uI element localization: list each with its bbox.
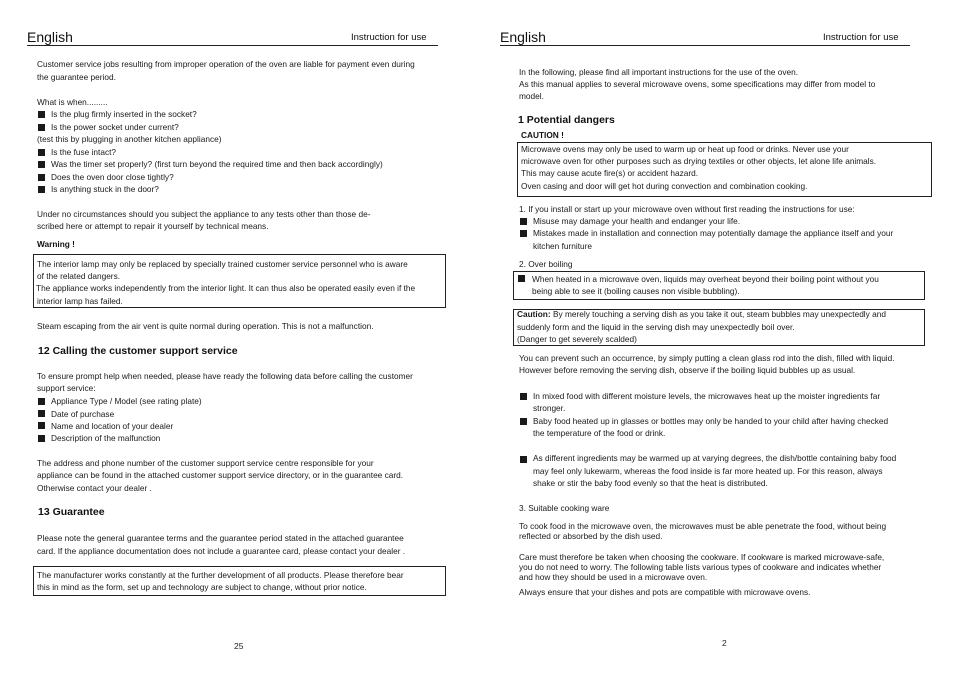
support-data-item: Name and location of your dealer <box>51 421 174 431</box>
page-number: 2 <box>722 638 727 648</box>
bullet-icon <box>38 124 45 131</box>
header-rule <box>500 45 910 46</box>
bullet-icon <box>38 149 45 156</box>
intro-line: As this manual applies to several microwave ovens, some specifications may differ from model to <box>519 79 876 89</box>
caution-2-line: (Danger to get severely scalded) <box>517 334 637 344</box>
no-tests-line: scribed here or attempt to repair it yourself by technical means. <box>37 221 269 231</box>
caution-2-text: By merely touching a serving dish as you take it out, steam bubbles may unexpectedly and <box>550 309 886 319</box>
cook-line: reflected or absorbed by the dish used. <box>519 531 663 541</box>
section-12-intro: support service: <box>37 383 96 393</box>
support-data-item: Date of purchase <box>51 409 115 419</box>
bullet-icon <box>38 435 45 442</box>
checklist-item: Does the oven door close tightly? <box>51 172 174 182</box>
bullet-icon <box>38 111 45 118</box>
steam-note: Steam escaping from the air vent is quite normal during operation. This is not a malfunction. <box>37 321 374 331</box>
bullet-icon <box>38 410 45 417</box>
warning-line: The interior lamp may only be replaced by specially trained customer service personnel who is aware <box>37 259 408 269</box>
header-rule <box>27 45 438 46</box>
intro-line: In the following, please find all important instructions for the use of the oven. <box>519 67 799 77</box>
support-address-line: appliance can be found in the attached customer support service directory, or in the guarantee card. <box>37 470 404 480</box>
header-language: English <box>500 29 546 45</box>
bullet-icon <box>520 456 527 463</box>
warning-label: Warning ! <box>37 239 75 249</box>
warning-line: interior lamp has failed. <box>37 296 123 306</box>
bullet-icon <box>38 422 45 429</box>
bullet-icon <box>38 174 45 181</box>
caution-label: CAUTION ! <box>521 130 564 140</box>
compatible-note: Always ensure that your dishes and pots are compatible with microwave ovens. <box>519 587 811 597</box>
care-line: you do not need to worry. The following table lists various types of cookware and indicates whether <box>519 562 882 572</box>
support-address-line: The address and phone number of the customer support service centre responsible for your <box>37 458 374 468</box>
checklist-item: Is the plug firmly inserted in the socket? <box>51 109 197 119</box>
section-12-title: 12 Calling the customer support service <box>38 345 238 357</box>
header-instruction: Instruction for use <box>351 32 427 43</box>
intro-line: model. <box>519 91 544 101</box>
cook-line: To cook food in the microwave oven, the microwaves must be able penetrate the food, without being <box>519 521 887 531</box>
warm-up-line: shake or stir the baby food evenly so that the heat is distributed. <box>533 478 768 488</box>
section-12-intro: To ensure prompt help when needed, please have ready the following data before calling the customer <box>37 371 413 381</box>
warning-line: The appliance works independently from the interior light. It can thus also be operated easily even if the <box>36 283 416 293</box>
prevent-line: You can prevent such an occurrence, by simply putting a clean glass rod into the dish, filled with liquid. <box>519 353 895 363</box>
support-data-item: Description of the malfunction <box>51 433 161 443</box>
bullet-icon <box>520 418 527 425</box>
checklist-note: (test this by plugging in another kitchen appliance) <box>37 134 222 144</box>
what-is-when-title: What is when......... <box>37 97 108 107</box>
bullet-icon <box>520 393 527 400</box>
caution-line: microwave oven for other purposes such as drying textiles or other objects, let alone life animals. <box>521 156 877 166</box>
boiling-line: being able to see it (boiling causes non visible bubbling). <box>532 286 740 296</box>
item-1-bullet: Mistakes made in installation and connection may potentially damage the appliance itself and your <box>533 228 894 238</box>
bullet-icon <box>38 161 45 168</box>
notice-line: The manufacturer works constantly at the further development of all products. Please therefore bear <box>37 570 404 580</box>
warm-up-line: may feel only lukewarm, whereas the food inside is far more heated up. For this reason, always <box>533 466 883 476</box>
care-line: Care must therefore be taken when choosing the cookware. If cookware is marked microwave-safe, <box>519 552 885 562</box>
right-page <box>477 0 954 676</box>
checklist-item: Is anything stuck in the door? <box>51 184 159 194</box>
warm-up-line: As different ingredients may be warmed up at varying degrees, the dish/bottle containing baby food <box>533 453 897 463</box>
item-1-bullet: Misuse may damage your health and endanger your life. <box>533 216 741 226</box>
item-1: 1. If you install or start up your microwave oven without first reading the instructions for use: <box>519 204 855 214</box>
header-language: English <box>27 29 73 45</box>
page-number: 25 <box>234 641 244 651</box>
item-3: 3. Suitable cooking ware <box>519 503 610 513</box>
caution-line: Microwave ovens may only be used to warm up or heat up food or drinks. Never use your <box>521 144 849 154</box>
intro-line: the guarantee period. <box>37 72 116 82</box>
bullet-icon <box>520 230 527 237</box>
mixed-food-line: stronger. <box>533 403 566 413</box>
checklist-item: Is the fuse intact? <box>51 147 117 157</box>
checklist-item: Is the power socket under current? <box>51 122 179 132</box>
guarantee-line: card. If the appliance documentation does not include a guarantee card, please contact your dealer . <box>37 546 406 556</box>
support-address-line: Otherwise contact your dealer . <box>37 483 152 493</box>
boiling-line: When heated in a microwave oven, liquids may overheat beyond their boiling point without you <box>532 274 879 284</box>
section-1-title: 1 Potential dangers <box>518 114 615 126</box>
caution-2-line <box>517 308 886 320</box>
prevent-line: However before removing the serving dish, observe if the boiling liquid bubbles up as usual. <box>519 365 856 375</box>
support-data-item: Appliance Type / Model (see rating plate) <box>51 396 202 406</box>
mixed-food-line: In mixed food with different moisture levels, the microwaves heat up the moister ingredients far <box>533 391 881 401</box>
intro-line: Customer service jobs resulting from improper operation of the oven are liable for payment even during <box>37 59 415 69</box>
caution-2-label: Caution: <box>517 309 551 319</box>
bullet-icon <box>38 398 45 405</box>
bullet-icon <box>38 186 45 193</box>
item-2: 2. Over boiling <box>519 259 573 269</box>
bullet-icon <box>520 218 527 225</box>
header-instruction: Instruction for use <box>823 32 899 43</box>
warning-line: of the related dangers. <box>37 271 121 281</box>
baby-food-line: the temperature of the food or drink. <box>533 428 666 438</box>
baby-food-line: Baby food heated up in glasses or bottles may only be handed to your child after having checked <box>533 416 889 426</box>
caution-line: Oven casing and door will get hot during convection and combination cooking. <box>521 181 808 191</box>
care-line: and how they should be used in a microwave oven. <box>519 572 708 582</box>
bullet-icon <box>518 275 525 282</box>
notice-line: this in mind as the form, set up and technology are subject to change, without prior notice. <box>37 582 367 592</box>
checklist-item: Was the timer set properly? (first turn beyond the required time and then back accordingly) <box>51 159 383 169</box>
caution-line: This may cause acute fire(s) or accident hazard. <box>521 168 699 178</box>
no-tests-line: Under no circumstances should you subject the appliance to any tests other than those de- <box>37 209 371 219</box>
guarantee-line: Please note the general guarantee terms and the guarantee period stated in the attached guarantee <box>37 533 404 543</box>
item-1-bullet: kitchen furniture <box>533 241 593 251</box>
section-13-title: 13 Guarantee <box>38 506 105 518</box>
caution-2-line: suddenly form and the liquid in the serving dish may unexpectedly boil over. <box>517 322 795 332</box>
